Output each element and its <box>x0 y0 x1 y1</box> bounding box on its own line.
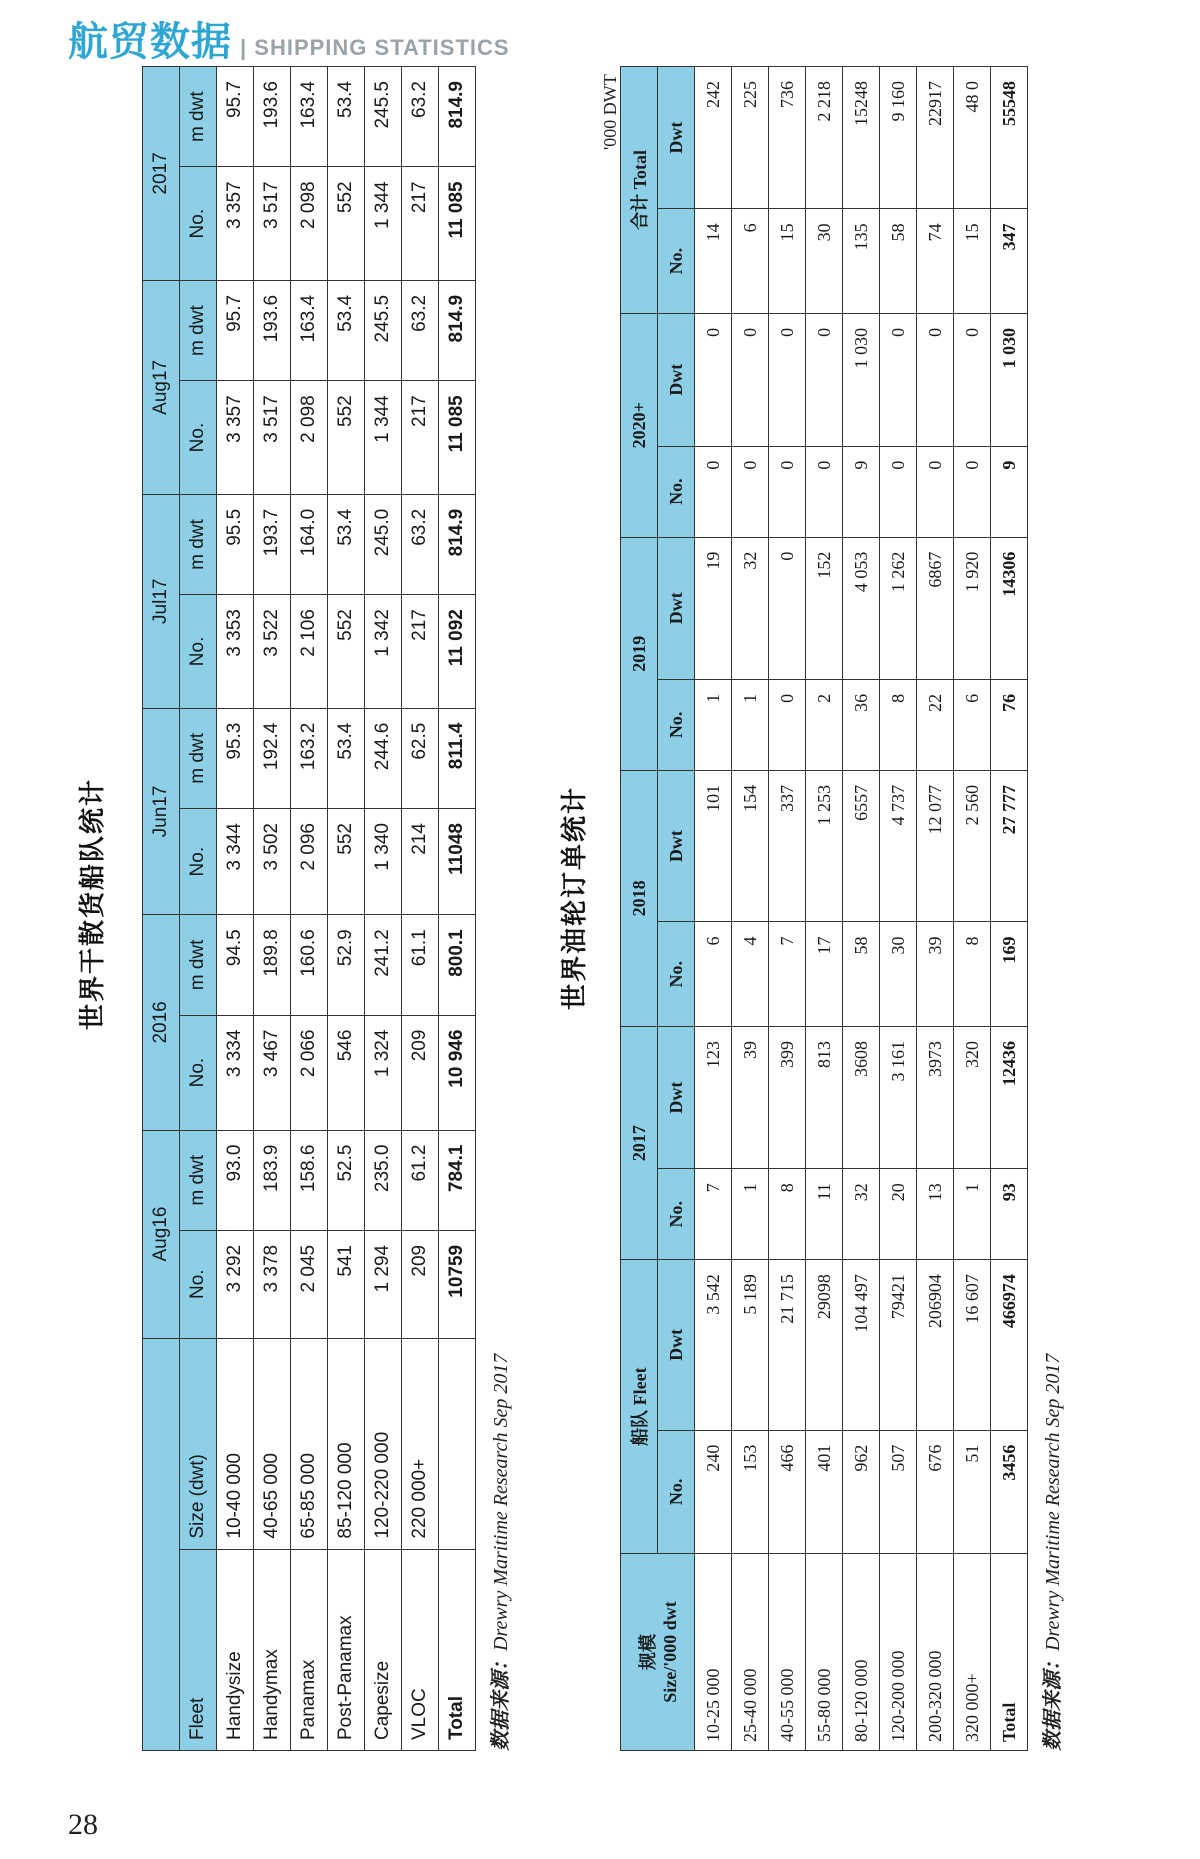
value-cell: 12436 <box>991 1027 1028 1169</box>
value-cell: 17 <box>806 922 843 1027</box>
col-dwt-header: Dwt <box>658 313 695 446</box>
value-cell: 12 077 <box>917 770 954 922</box>
value-cell: 153 <box>732 1430 769 1553</box>
table-row <box>217 67 254 1751</box>
size-cell <box>439 1338 476 1549</box>
table-row <box>365 67 402 1751</box>
value-cell: 1 <box>732 679 769 770</box>
value-cell: 6 <box>954 679 991 770</box>
value-cell: 6557 <box>843 770 880 922</box>
size-cell: 120-200 000 <box>880 1554 917 1751</box>
col-no-header: No. <box>658 922 695 1027</box>
value-cell: 74 <box>917 209 954 314</box>
value-cell: 152 <box>806 537 843 679</box>
value-cell: 507 <box>880 1430 917 1553</box>
value-cell: 0 <box>732 313 769 446</box>
dry-bulk-title: 世界干散货船队统计 <box>78 777 108 1030</box>
value-cell: 11 085 <box>439 167 476 281</box>
value-cell: 240 <box>695 1430 732 1553</box>
value-cell: 192.4 <box>254 708 291 808</box>
value-cell: 1 340 <box>365 809 402 915</box>
value-cell: 3 292 <box>217 1230 254 1338</box>
value-cell: 95.7 <box>217 67 254 167</box>
value-cell: 39 <box>732 1027 769 1169</box>
value-cell: 193.6 <box>254 280 291 380</box>
size-cell: 220 000+ <box>402 1338 439 1549</box>
value-cell: 13 <box>917 1169 954 1260</box>
col-dwt-header: Dwt <box>658 1260 695 1430</box>
col-no-header: No. <box>658 446 695 537</box>
value-cell: 209 <box>402 1230 439 1338</box>
size-cell: 40-65 000 <box>254 1338 291 1549</box>
value-cell: 206904 <box>917 1260 954 1430</box>
value-cell: 3 357 <box>217 381 254 495</box>
value-cell: 93.0 <box>217 1130 254 1230</box>
value-cell: 0 <box>954 446 991 537</box>
value-cell: 1 <box>732 1169 769 1260</box>
table-row <box>402 67 439 1751</box>
value-cell: 183.9 <box>254 1130 291 1230</box>
value-cell: 2 066 <box>291 1015 328 1130</box>
fleet-cell: VLOC <box>402 1549 439 1750</box>
value-cell: 245.5 <box>365 67 402 167</box>
value-cell: 51 <box>954 1430 991 1553</box>
value-cell: 1 920 <box>954 537 991 679</box>
value-cell: 244.6 <box>365 708 402 808</box>
value-cell: 3 522 <box>254 595 291 709</box>
value-cell: 10 946 <box>439 1015 476 1130</box>
value-cell: 2 096 <box>291 809 328 915</box>
value-cell: 62.5 <box>402 708 439 808</box>
value-cell: 0 <box>732 446 769 537</box>
value-cell: 193.7 <box>254 494 291 594</box>
fleet-cell: Panamax <box>291 1549 328 1750</box>
value-cell: 217 <box>402 381 439 495</box>
value-cell: 3973 <box>917 1027 954 1169</box>
group-header: 2018 <box>621 770 658 1026</box>
value-cell: 3 334 <box>217 1015 254 1130</box>
tanker-title: 世界油轮订单统计 <box>560 785 590 1010</box>
size-cell: 65-85 000 <box>291 1338 328 1549</box>
value-cell: 2 106 <box>291 595 328 709</box>
value-cell: 15248 <box>843 67 880 209</box>
group-header: 船队 Fleet <box>621 1260 658 1554</box>
col-dwt-header: Dwt <box>658 537 695 679</box>
header-en-title: | SHIPPING STATISTICS <box>240 35 510 60</box>
value-cell: 347 <box>991 209 1028 314</box>
col-no-header: No. <box>658 1169 695 1260</box>
value-cell: 3608 <box>843 1027 880 1169</box>
value-cell: 800.1 <box>439 915 476 1015</box>
value-cell: 79421 <box>880 1260 917 1430</box>
value-cell: 58 <box>880 209 917 314</box>
value-cell: 6 <box>695 922 732 1027</box>
tanker-section <box>620 61 1065 1751</box>
tanker-source: 数据来源：Drewry Maritime Research Sep 2017 <box>1040 1353 1064 1751</box>
value-cell: 813 <box>806 1027 843 1169</box>
value-cell: 1 030 <box>843 313 880 446</box>
value-cell: 245.5 <box>365 280 402 380</box>
value-cell: 15 <box>769 209 806 314</box>
value-cell: 1 344 <box>365 167 402 281</box>
value-cell: 94.5 <box>217 915 254 1015</box>
dry-bulk-table <box>142 66 476 1751</box>
value-cell: 7 <box>769 922 806 1027</box>
table-row <box>917 67 954 1751</box>
value-cell: 53.4 <box>328 708 365 808</box>
size-cell: 10-25 000 <box>695 1554 732 1751</box>
value-cell: 0 <box>806 446 843 537</box>
col-no-header: No. <box>180 381 217 495</box>
value-cell: 466 <box>769 1430 806 1553</box>
size-cell: 120-220 000 <box>365 1338 402 1549</box>
value-cell: 784.1 <box>439 1130 476 1230</box>
size-cell: 320 000+ <box>954 1554 991 1751</box>
value-cell: 11 <box>806 1169 843 1260</box>
value-cell: 53.4 <box>328 280 365 380</box>
period-header: Aug16 <box>143 1130 180 1338</box>
col-no-header: No. <box>180 1015 217 1130</box>
value-cell: 3 542 <box>695 1260 732 1430</box>
value-cell: 3 161 <box>880 1027 917 1169</box>
value-cell: 160.6 <box>291 915 328 1015</box>
value-cell: 0 <box>880 446 917 537</box>
tanker-size-header: 规模 Size/'000 dwt <box>621 1554 695 1751</box>
value-cell: 63.2 <box>402 67 439 167</box>
value-cell: 814.9 <box>439 494 476 594</box>
value-cell: 16 607 <box>954 1260 991 1430</box>
value-cell: 0 <box>806 313 843 446</box>
value-cell: 36 <box>843 679 880 770</box>
fleet-cell: Total <box>439 1549 476 1750</box>
value-cell: 814.9 <box>439 67 476 167</box>
value-cell: 3 467 <box>254 1015 291 1130</box>
value-cell: 245.0 <box>365 494 402 594</box>
col-mdwt-header: m dwt <box>180 280 217 380</box>
value-cell: 27 777 <box>991 770 1028 922</box>
value-cell: 0 <box>917 446 954 537</box>
value-cell: 814.9 <box>439 280 476 380</box>
size-cell: 40-55 000 <box>769 1554 806 1751</box>
fleet-cell: Handymax <box>254 1549 291 1750</box>
value-cell: 962 <box>843 1430 880 1553</box>
size-cell: 85-120 000 <box>328 1338 365 1549</box>
value-cell: 3 353 <box>217 595 254 709</box>
value-cell: 163.2 <box>291 708 328 808</box>
table-row <box>843 67 880 1751</box>
period-header: Jul17 <box>143 494 180 708</box>
value-cell: 0 <box>769 537 806 679</box>
value-cell: 552 <box>328 381 365 495</box>
value-cell: 217 <box>402 595 439 709</box>
value-cell: 10759 <box>439 1230 476 1338</box>
value-cell: 235.0 <box>365 1130 402 1230</box>
total-row <box>439 67 476 1751</box>
size-cell: 10-40 000 <box>217 1338 254 1549</box>
group-header: 合计 Total <box>621 67 658 314</box>
value-cell: 163.4 <box>291 280 328 380</box>
table-row <box>254 67 291 1751</box>
value-cell: 32 <box>732 537 769 679</box>
value-cell: 8 <box>769 1169 806 1260</box>
table-row <box>954 67 991 1751</box>
fleet-cell: Handysize <box>217 1549 254 1750</box>
value-cell: 3 357 <box>217 167 254 281</box>
col-dwt-header: Dwt <box>658 770 695 922</box>
value-cell: 30 <box>880 922 917 1027</box>
value-cell: 217 <box>402 167 439 281</box>
value-cell: 32 <box>843 1169 880 1260</box>
size-cell: 25-40 000 <box>732 1554 769 1751</box>
value-cell: 61.1 <box>402 915 439 1015</box>
table-row <box>291 67 328 1751</box>
value-cell: 63.2 <box>402 494 439 594</box>
col-no-header: No. <box>658 679 695 770</box>
period-header: Jun17 <box>143 708 180 915</box>
value-cell: 401 <box>806 1430 843 1553</box>
size-cell: Total <box>991 1554 1028 1751</box>
size-cell: 200-320 000 <box>917 1554 954 1751</box>
value-cell: 7 <box>695 1169 732 1260</box>
value-cell: 11 092 <box>439 595 476 709</box>
value-cell: 52.9 <box>328 915 365 1015</box>
value-cell: 6867 <box>917 537 954 679</box>
value-cell: 552 <box>328 167 365 281</box>
col-no-header: No. <box>658 1430 695 1553</box>
value-cell: 21 715 <box>769 1260 806 1430</box>
table-row <box>769 67 806 1751</box>
value-cell: 58 <box>843 922 880 1027</box>
value-cell: 3 344 <box>217 809 254 915</box>
value-cell: 1 324 <box>365 1015 402 1130</box>
value-cell: 1 344 <box>365 381 402 495</box>
value-cell: 541 <box>328 1230 365 1338</box>
value-cell: 1 262 <box>880 537 917 679</box>
value-cell: 9 160 <box>880 67 917 209</box>
value-cell: 3 378 <box>254 1230 291 1338</box>
value-cell: 39 <box>917 922 954 1027</box>
table-row <box>880 67 917 1751</box>
dry-bulk-section <box>142 61 513 1751</box>
value-cell: 2 045 <box>291 1230 328 1338</box>
col-no-header: No. <box>658 209 695 314</box>
period-header: 2016 <box>143 915 180 1130</box>
value-cell: 193.6 <box>254 67 291 167</box>
value-cell: 1 <box>954 1169 991 1260</box>
value-cell: 552 <box>328 809 365 915</box>
size-cell: 80-120 000 <box>843 1554 880 1751</box>
value-cell: 320 <box>954 1027 991 1169</box>
page-header <box>68 10 510 67</box>
value-cell: 0 <box>769 679 806 770</box>
col-no-header: No. <box>180 809 217 915</box>
value-cell: 2 <box>806 679 843 770</box>
value-cell: 1 253 <box>806 770 843 922</box>
value-cell: 169 <box>991 922 1028 1027</box>
value-cell: 1 <box>695 679 732 770</box>
tanker-table <box>620 66 1028 1751</box>
size-cell: 55-80 000 <box>806 1554 843 1751</box>
header-cn-title: 航贸数据 <box>68 19 232 65</box>
value-cell: 241.2 <box>365 915 402 1015</box>
fleet-cell: Capesize <box>365 1549 402 1750</box>
value-cell: 53.4 <box>328 494 365 594</box>
tanker-unit: '000 DWT <box>600 74 620 150</box>
value-cell: 61.2 <box>402 1130 439 1230</box>
page-number: 28 <box>68 1808 98 1841</box>
table-row <box>328 67 365 1751</box>
value-cell: 3456 <box>991 1430 1028 1553</box>
value-cell: 9 <box>991 446 1028 537</box>
dry-bulk-source: 数据来源：Drewry Maritime Research Sep 2017 <box>488 1353 512 1751</box>
value-cell: 95.5 <box>217 494 254 594</box>
value-cell: 30 <box>806 209 843 314</box>
value-cell: 214 <box>402 809 439 915</box>
value-cell: 0 <box>769 313 806 446</box>
col-mdwt-header: m dwt <box>180 708 217 808</box>
total-row <box>991 67 1028 1751</box>
value-cell: 52.5 <box>328 1130 365 1230</box>
value-cell: 0 <box>769 446 806 537</box>
value-cell: 2 218 <box>806 67 843 209</box>
value-cell: 4 053 <box>843 537 880 679</box>
value-cell: 1 342 <box>365 595 402 709</box>
value-cell: 3 517 <box>254 167 291 281</box>
value-cell: 0 <box>695 313 732 446</box>
value-cell: 19 <box>695 537 732 679</box>
value-cell: 93 <box>991 1169 1028 1260</box>
value-cell: 95.7 <box>217 280 254 380</box>
value-cell: 3 502 <box>254 809 291 915</box>
value-cell: 15 <box>954 209 991 314</box>
value-cell: 399 <box>769 1027 806 1169</box>
value-cell: 76 <box>991 679 1028 770</box>
value-cell: 189.8 <box>254 915 291 1015</box>
value-cell: 4 <box>732 922 769 1027</box>
value-cell: 9 <box>843 446 880 537</box>
value-cell: 53.4 <box>328 67 365 167</box>
value-cell: 22 <box>917 679 954 770</box>
value-cell: 8 <box>880 679 917 770</box>
value-cell: 8 <box>954 922 991 1027</box>
value-cell: 3 517 <box>254 381 291 495</box>
fleet-header: Fleet <box>180 1549 217 1750</box>
value-cell: 55548 <box>991 67 1028 209</box>
value-cell: 676 <box>917 1430 954 1553</box>
table-row <box>806 67 843 1751</box>
value-cell: 14 <box>695 209 732 314</box>
value-cell: 242 <box>695 67 732 209</box>
value-cell: 0 <box>954 313 991 446</box>
col-no-header: No. <box>180 1230 217 1338</box>
col-mdwt-header: m dwt <box>180 67 217 167</box>
value-cell: 337 <box>769 770 806 922</box>
value-cell: 164.0 <box>291 494 328 594</box>
col-dwt-header: Dwt <box>658 1027 695 1169</box>
period-header: Aug17 <box>143 280 180 494</box>
value-cell: 0 <box>917 313 954 446</box>
value-cell: 22917 <box>917 67 954 209</box>
value-cell: 2 560 <box>954 770 991 922</box>
value-cell: 0 <box>880 313 917 446</box>
value-cell: 20 <box>880 1169 917 1260</box>
value-cell: 5 189 <box>732 1260 769 1430</box>
group-header: 2020+ <box>621 313 658 537</box>
value-cell: 1 030 <box>991 313 1028 446</box>
value-cell: 48 0 <box>954 67 991 209</box>
group-header: 2017 <box>621 1027 658 1260</box>
value-cell: 2 098 <box>291 381 328 495</box>
period-header: 2017 <box>143 67 180 281</box>
value-cell: 0 <box>695 446 732 537</box>
value-cell: 163.4 <box>291 67 328 167</box>
table-row <box>732 67 769 1751</box>
value-cell: 11048 <box>439 809 476 915</box>
fleet-cell: Post-Panamax <box>328 1549 365 1750</box>
value-cell: 63.2 <box>402 280 439 380</box>
value-cell: 135 <box>843 209 880 314</box>
value-cell: 1 294 <box>365 1230 402 1338</box>
value-cell: 29098 <box>806 1260 843 1430</box>
table-row <box>695 67 732 1751</box>
value-cell: 154 <box>732 770 769 922</box>
col-dwt-header: Dwt <box>658 67 695 209</box>
col-no-header: No. <box>180 595 217 709</box>
value-cell: 466974 <box>991 1260 1028 1430</box>
value-cell: 158.6 <box>291 1130 328 1230</box>
value-cell: 736 <box>769 67 806 209</box>
col-no-header: No. <box>180 167 217 281</box>
value-cell: 2 098 <box>291 167 328 281</box>
value-cell: 811.4 <box>439 708 476 808</box>
col-mdwt-header: m dwt <box>180 915 217 1015</box>
size-header: Size (dwt) <box>180 1338 217 1549</box>
value-cell: 4 737 <box>880 770 917 922</box>
value-cell: 101 <box>695 770 732 922</box>
value-cell: 123 <box>695 1027 732 1169</box>
value-cell: 6 <box>732 209 769 314</box>
value-cell: 95.3 <box>217 708 254 808</box>
value-cell: 14306 <box>991 537 1028 679</box>
value-cell: 11 085 <box>439 381 476 495</box>
value-cell: 552 <box>328 595 365 709</box>
group-header: 2019 <box>621 537 658 770</box>
col-mdwt-header: m dwt <box>180 494 217 594</box>
col-mdwt-header: m dwt <box>180 1130 217 1230</box>
value-cell: 209 <box>402 1015 439 1130</box>
value-cell: 546 <box>328 1015 365 1130</box>
value-cell: 225 <box>732 67 769 209</box>
value-cell: 104 497 <box>843 1260 880 1430</box>
